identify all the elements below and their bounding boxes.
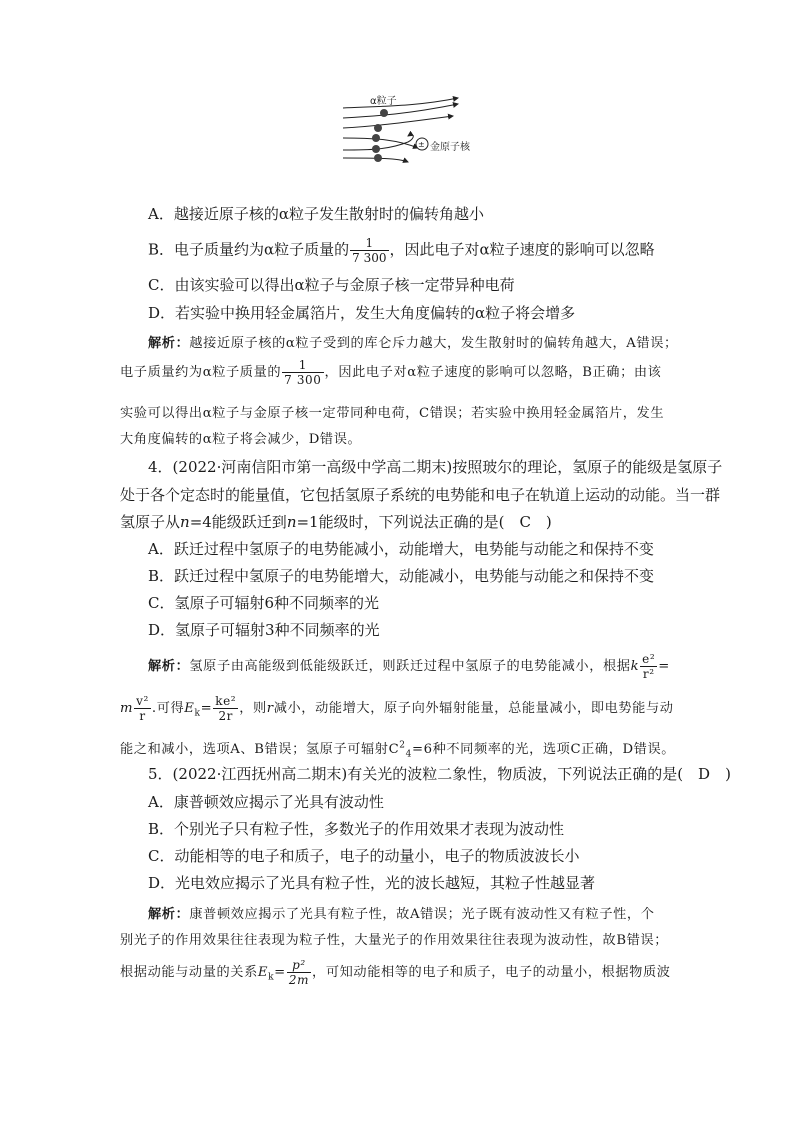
alpha-particle-label: α粒子 — [370, 96, 397, 107]
alpha-particle-2 — [374, 124, 382, 132]
q5-analysis-line-2: 别光子的作用效果往往表现为粒子性，大量光子的作用效果往往表现为波动性，故B错误； — [120, 933, 668, 948]
alpha-particle-5 — [374, 154, 382, 162]
fraction-1-over-7300: $\frac{1}{7 300}$ — [352, 236, 387, 265]
trajectory-2 — [343, 104, 458, 118]
q4-option-c: C．氢原子可辐射6种不同频率的光 — [148, 594, 380, 612]
q5-option-d: D．光电效应揭示了光具有粒子性，光的波长越短，其粒子性越显著 — [148, 874, 596, 892]
q5-analysis-line-1: 解析：康普顿效应揭示了光具有粒子性，故A错误；光子既有波动性又有粒子性，个 — [148, 907, 655, 922]
q3-option-c: C．由该实验可以得出α粒子与金原子核一定带异种电荷 — [148, 276, 515, 294]
trajectory-1 — [343, 98, 458, 108]
trajectory-3 — [343, 116, 453, 128]
q5-option-a: A．康普顿效应揭示了光具有波动性 — [148, 793, 384, 811]
q3-option-a: A．越接近原子核的α粒子发生散射时的偏转角越小 — [148, 205, 484, 223]
gold-nucleus-label: 金原子核 — [430, 142, 470, 153]
q3-analysis-line-2: 电子质量约为α粒子质量的 $\frac{1}{7 300}$ ，因此电子对α粒子速度的影响可以忽略，B正确；由该 — [120, 358, 662, 387]
alpha-particle-3 — [372, 134, 380, 142]
q5-stem: 5．(2022·江西抚州高二期末)有关光的波粒二象性，物质波，下列说法正确的是( D ) — [148, 765, 731, 783]
q4-stem-line-1: 4．(2022·河南信阳市第一高级中学高二期末)按照玻尔的理论，氢原子的能级是氢原子 — [148, 458, 723, 476]
q5-option-c: C．动能相等的电子和质子，电子的动量小，电子的物质波波长小 — [148, 847, 580, 865]
q3-analysis-line-1: 解析：越接近原子核的α粒子受到的库仑斥力越大，发生散射时的偏转角越大，A错误； — [148, 336, 678, 351]
q4-analysis-line-1: 解析：氢原子由高能级到低能级跃迁，则跃迁过程中氢原子的电势能减小，根据k $\frac{\text{e²}}{\text{r²}}$ = — [148, 652, 670, 681]
alpha-particle-4 — [372, 145, 380, 153]
q4-option-b: B．跃迁过程中氢原子的电势能增大，动能减小，电势能与动能之和保持不变 — [148, 567, 655, 585]
q5-analysis-line-3: 根据动能与动量的关系$E_k=$ $\frac{\text{p²}}{2m}$ ，可知动能相等的电子和质子，电子的动量小，根据物质波 — [120, 958, 671, 987]
q3-option-d: D．若实验中换用轻金属箔片，发生大角度偏转的α粒子将会增多 — [148, 304, 576, 322]
q4-analysis-line-2: m $\frac{\text{v²}}{r}$ .可得$E_k=$ $\frac{\text{ke²}}{2r}$ ，则r减小，动能增大，原子向外辐射能量，总能量减小，即电势能与动 — [120, 694, 674, 723]
q3-analysis-line-3: 实验可以得出α粒子与金原子核一定带同种电荷，C错误；若实验中换用轻金属箔片，发生 — [120, 406, 665, 421]
q5-option-b: B．个别光子只有粒子性，多数光子的作用效果才表现为波动性 — [148, 820, 565, 838]
q4-analysis-line-3: 能之和减小，选项A、B错误；氢原子可辐射$C^2_4=6$种不同频率的光，选项C正确，D错误。 — [120, 740, 676, 760]
q4-option-d: D．氢原子可辐射3种不同频率的光 — [148, 621, 380, 639]
svg-text:±: ± — [418, 140, 425, 149]
q4-stem-line-2: 处于各个定态时的能量值，它包括氢原子系统的电势能和电子在轨道上运动的动能。当一群 — [120, 486, 721, 504]
q4-option-a: A．跃迁过程中氢原子的电势能减小，动能增大，电势能与动能之和保持不变 — [148, 540, 654, 558]
q3-analysis-line-4: 大角度偏转的α粒子将会减少，D错误。 — [120, 432, 362, 447]
q4-stem-line-3: 氢原子从n=4能级跃迁到n=1能级时，下列说法正确的是( C ) — [120, 513, 552, 531]
alpha-particle-1 — [380, 109, 388, 117]
alpha-scattering-figure — [338, 92, 488, 164]
q3-option-b: B．电子质量约为α粒子质量的 $\frac{1}{7 300}$ ，因此电子对α粒子速度的影响可以忽略 — [148, 236, 655, 265]
